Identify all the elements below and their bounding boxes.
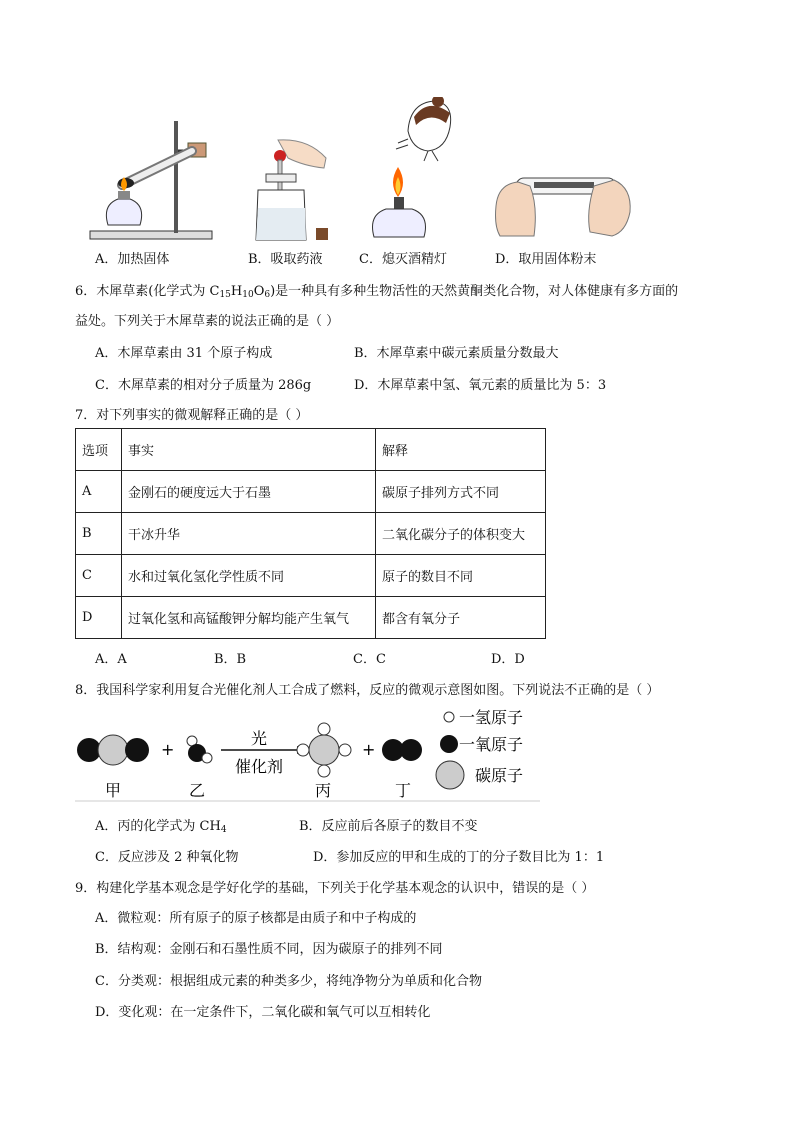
extinguish-alcohol-lamp-image <box>368 97 470 240</box>
q7-table <box>75 428 546 639</box>
q9-option-c[interactable]: C．分类观：根据组成元素的种类多少，将纯净物分为单质和化合物 <box>95 974 482 989</box>
q7-option-c[interactable]: C．C <box>353 652 386 667</box>
table-header-cell: 选项 <box>76 429 122 471</box>
q9-stem: 9．构建化学基本观念是学好化学的基础，下列关于化学基本观念的认识中，错误的是（ ） <box>75 881 595 896</box>
q7-option-b[interactable]: B．B <box>214 652 247 667</box>
q5-option-b[interactable]: B．吸取药液 <box>248 252 323 267</box>
label-jia: 甲 <box>105 781 122 800</box>
q6-option-a[interactable]: A．木犀草素由 31 个原子构成 <box>95 346 273 361</box>
hydrogen-atom <box>318 765 330 777</box>
hydrogen-atom <box>202 753 212 763</box>
table-row <box>76 555 546 597</box>
arrow-top-label: 光 <box>251 729 268 748</box>
arrow-bottom-label: 催化剂 <box>235 757 284 776</box>
q8-stem: 8．我国科学家利用复合光催化剂人工合成了燃料，反应的微观示意图如图。下列说法不正确的是（ ） <box>75 683 660 698</box>
legend-carbon-swatch <box>436 761 464 789</box>
q9-option-b[interactable]: B．结构观：金刚石和石墨性质不同，因为碳原子的排列不同 <box>95 942 443 957</box>
table-cell: 过氧化氢和高锰酸钾分解均能产生氧气 <box>122 597 376 639</box>
q7-option-d[interactable]: D．D <box>491 652 525 667</box>
q8-option-d[interactable]: D．参加反应的甲和生成的丁的分子数目比为 1：1 <box>313 850 605 865</box>
q9-option-a[interactable]: A．微粒观：所有原子的原子核都是由质子和中子构成的 <box>95 911 417 926</box>
table-cell: 都含有氧分子 <box>376 597 546 639</box>
q6-option-b[interactable]: B．木犀草素中碳元素质量分数最大 <box>354 346 559 361</box>
plus-sign: + <box>362 740 376 759</box>
table-cell: 原子的数目不同 <box>376 555 546 597</box>
table-row <box>76 471 546 513</box>
table-cell: D <box>76 597 122 639</box>
legend-oxygen: 一氧原子 <box>459 735 524 754</box>
q5-option-a[interactable]: A．加热固体 <box>95 252 170 267</box>
table-cell: 金刚石的硬度远大于石墨 <box>122 471 376 513</box>
dropper-bottle-image <box>248 138 340 242</box>
table-row <box>76 513 546 555</box>
reaction-diagram <box>75 702 540 802</box>
table-row <box>76 597 546 639</box>
q9-option-d[interactable]: D．变化观：在一定条件下，二氧化碳和氧气可以互相转化 <box>95 1005 431 1020</box>
q6-stem-line1: 6．木犀草素(化学式为 $C_{15}H_{10}O_6$)是一种具有多种生物活性的天然黄酮类化合物，对人体健康有多方面的 <box>75 284 679 300</box>
hydrogen-atom <box>297 744 309 756</box>
legend-hydrogen: 一氢原子 <box>459 708 524 727</box>
q8-option-b[interactable]: B．反应前后各原子的数目不变 <box>299 819 478 834</box>
legend-carbon: 碳原子 <box>475 766 524 785</box>
table-cell: 水和过氧化氢化学性质不同 <box>122 555 376 597</box>
taking-solid-powder-image <box>494 166 634 242</box>
oxygen-atom <box>125 738 149 762</box>
legend-hydrogen-swatch <box>444 712 454 722</box>
hydrogen-atom <box>339 744 351 756</box>
hydrogen-atom <box>318 723 330 735</box>
oxygen-atom <box>400 739 422 761</box>
q5-option-d[interactable]: D．取用固体粉末 <box>495 252 597 267</box>
q8-option-a[interactable]: A．丙的化学式为 $CH_4$ <box>95 819 227 835</box>
table-header-cell: 解释 <box>376 429 546 471</box>
label-ding: 丁 <box>395 781 412 800</box>
carbon-atom <box>98 735 128 765</box>
oxygen-atom <box>77 738 101 762</box>
table-header-cell: 事实 <box>122 429 376 471</box>
table-header-row <box>76 429 546 471</box>
label-yi: 乙 <box>189 781 206 800</box>
q7-stem: 7．对下列事实的微观解释正确的是（ ） <box>75 408 309 423</box>
q5-option-c[interactable]: C．熄灭酒精灯 <box>359 252 447 267</box>
plus-sign: + <box>161 740 175 759</box>
label-bing: 丙 <box>315 781 332 800</box>
q6-option-d[interactable]: D．木犀草素中氢、氧元素的质量比为 5：3 <box>354 378 607 393</box>
table-cell: 碳原子排列方式不同 <box>376 471 546 513</box>
table-cell: 干冰升华 <box>122 513 376 555</box>
heating-solid-apparatus-image <box>88 113 218 241</box>
q6-stem-line2: 益处。下列关于木犀草素的说法正确的是（ ） <box>75 314 340 329</box>
carbon-atom <box>309 735 339 765</box>
table-cell: 二氧化碳分子的体积变大 <box>376 513 546 555</box>
table-cell: B <box>76 513 122 555</box>
legend-oxygen-swatch <box>440 735 458 753</box>
table-cell: A <box>76 471 122 513</box>
q6-option-c[interactable]: C．木犀草素的相对分子质量为 286g <box>95 378 312 393</box>
q7-option-a[interactable]: A．A <box>95 652 127 667</box>
q8-option-c[interactable]: C．反应涉及 2 种氧化物 <box>95 850 239 865</box>
table-cell: C <box>76 555 122 597</box>
